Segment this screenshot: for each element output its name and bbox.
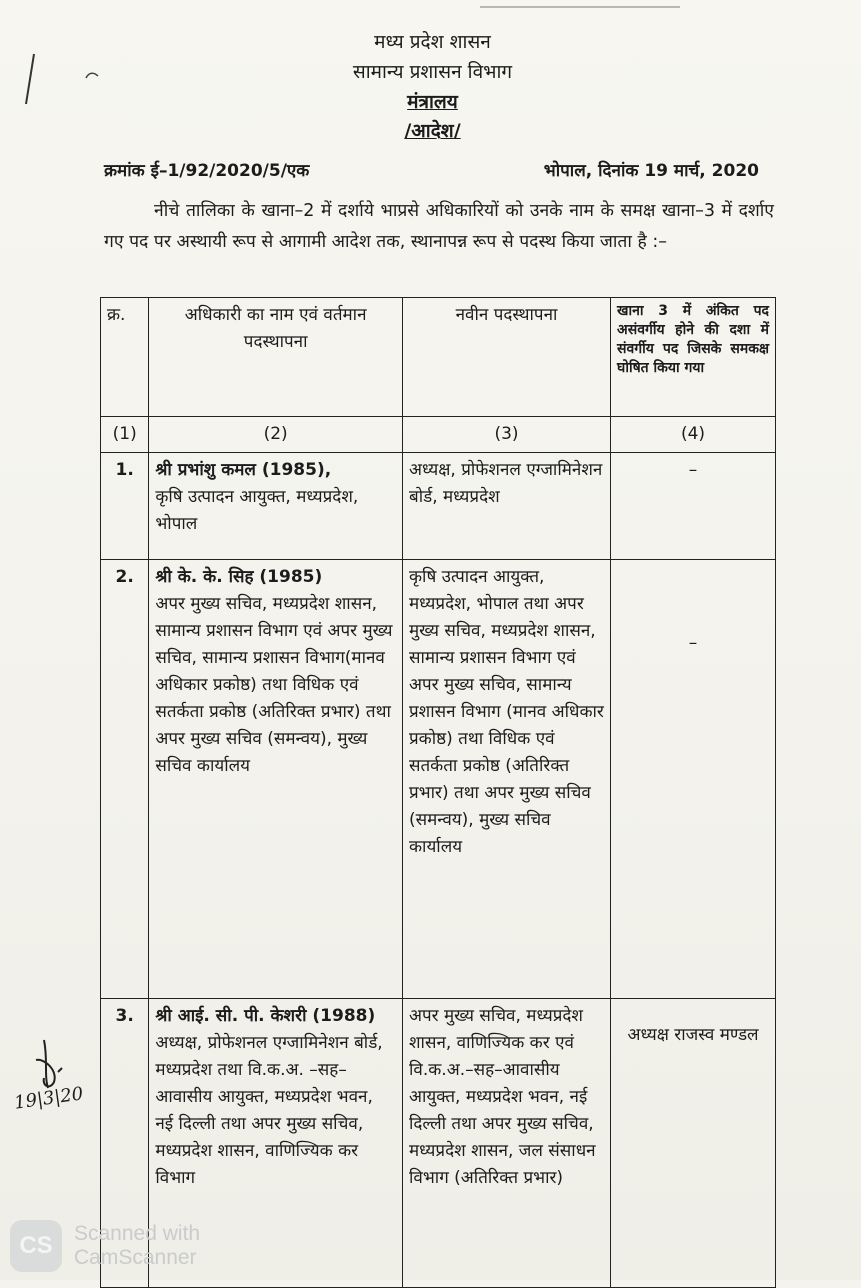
header-doc-type: /आदेश/ [404, 120, 461, 142]
header-government: मध्य प्रदेश शासन [374, 31, 491, 53]
posting-table [100, 297, 776, 1288]
intro-paragraph: नीचे तालिका के खाना–2 में दर्शाये भाप्रसे अधिकारियों को उनके नाम के समक्ष खाना–3 में दर्शाए गए पद पर अस्थायी रूप से आगामी आदेश तक, स्थानापन्न रूप से पदस्थ किया जाता है :– [104, 201, 774, 252]
officer-name: श्री प्रभांशु कमल (1985), [155, 460, 332, 480]
watermark-line1: Scanned with [74, 1222, 201, 1245]
row-sn: 2. [101, 560, 149, 999]
row-new-post: कृषि उत्पादन आयुक्त, मध्यप्रदेश, भोपाल तथा अपर मुख्य सचिव, मध्यप्रदेश शासन, सामान्य प्रशासन विभाग एवं अपर मुख्य सचिव, सामान्य प्रशासन विभाग (मानव अधिकार प्रकोष्ठ) तथा विधिक एवं सतर्कता प्रकोष्ठ (अतिरिक्त प्रभार) तथा अपर मुख्य सचिव (समन्वय), मुख्य सचिव कार्यालय [402, 560, 610, 999]
ink-dot [84, 70, 100, 82]
header-sn: क्र. [101, 298, 149, 417]
officer-name: श्री आई. सी. पी. केशरी (1988) [155, 1006, 376, 1026]
header-new-post: नवीन पदस्थापना [402, 298, 610, 417]
officer-current-post: कृषि उत्पादन आयुक्त, मध्यप्रदेश, भोपाल [155, 487, 359, 534]
col-number: (2) [149, 417, 403, 453]
column-number-row [101, 417, 776, 453]
row-equivalent: – [611, 453, 776, 560]
header-department: सामान्य प्रशासन विभाग [352, 61, 513, 83]
row-equivalent: अध्यक्ष राजस्व मण्डल [611, 999, 776, 1288]
handwritten-date: 19|3|20 [12, 1083, 85, 1114]
table-row [101, 453, 776, 560]
handwritten-signature [14, 1020, 124, 1140]
row-officer [149, 453, 403, 560]
camscanner-watermark [10, 1220, 200, 1272]
row-officer [149, 560, 403, 999]
officer-current-post: अध्यक्ष, प्रोफेशनल एग्जामिनेशन बोर्ड, मध्यप्रदेश तथा वि.क.अ. –सह–आवासीय आयुक्त, मध्यप्रदेश भवन, नई दिल्ली तथा अपर मुख्य सचिव, मध्यप्रदेश शासन, वाणिज्यिक कर विभाग [155, 1033, 383, 1188]
row-sn: 1. [101, 453, 149, 560]
table-row [101, 999, 776, 1288]
camscanner-logo-icon: CS [10, 1220, 62, 1272]
table-row [101, 560, 776, 999]
officer-current-post: अपर मुख्य सचिव, मध्यप्रदेश शासन, सामान्य प्रशासन विभाग एवं अपर मुख्य सचिव, सामान्य प्रशासन विभाग(मानव अधिकार प्रकोष्ठ) तथा विधिक एवं सतर्कता प्रकोष्ठ (अतिरिक्त प्रभार) तथा अपर मुख्य सचिव (समन्वय), मुख्य सचिव कार्यालय [155, 594, 393, 776]
header-office: मंत्रालय [407, 91, 458, 113]
officer-name: श्री के. के. सिह (1985) [155, 567, 323, 587]
row-new-post: अध्यक्ष, प्रोफेशनल एग्जामिनेशन बोर्ड, मध्यप्रदेश [402, 453, 610, 560]
watermark-line2: CamScanner [74, 1246, 197, 1269]
top-cropped-text-edge [480, 0, 680, 8]
table-header-row [101, 298, 776, 417]
col-number: (4) [611, 417, 776, 453]
col-number: (3) [402, 417, 610, 453]
order-number: क्रमांक ई–1/92/2020/5/एक [104, 161, 310, 181]
place-date: भोपाल, दिनांक 19 मार्च, 2020 [543, 161, 759, 181]
watermark-text [74, 1222, 200, 1270]
pen-mark [20, 50, 40, 110]
header-officer: अधिकारी का नाम एवं वर्तमान पदस्थापना [149, 298, 403, 417]
row-new-post: अपर मुख्य सचिव, मध्यप्रदेश शासन, वाणिज्यिक कर एवं वि.क.अ.–सह–आवासीय आयुक्त, मध्यप्रदेश भवन, नई दिल्ली तथा अपर मुख्य सचिव, मध्यप्रदेश शासन, जल संसाधन विभाग (अतिरिक्त प्रभार) [402, 999, 610, 1288]
row-sn: 3. [101, 999, 149, 1288]
row-equivalent: – [611, 560, 776, 999]
col-number: (1) [101, 417, 149, 453]
header-equivalent: खाना 3 में अंकित पद असंवर्गीय होने की दशा में संवर्गीय पद जिसके समकक्ष घोषित किया गया [611, 298, 776, 417]
